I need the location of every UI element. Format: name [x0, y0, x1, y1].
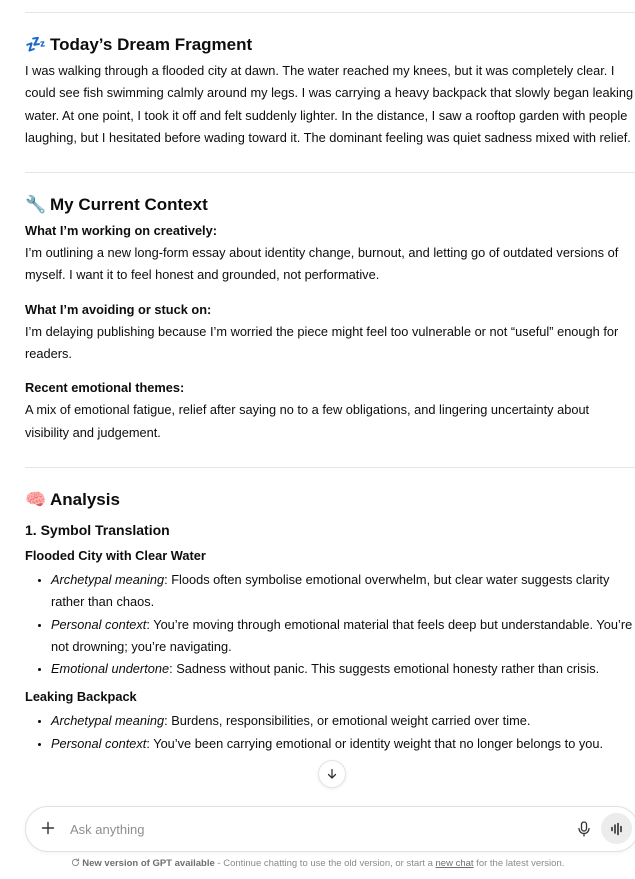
analysis-heading — [25, 490, 635, 510]
divider — [25, 172, 635, 173]
prompt-input[interactable] — [68, 816, 552, 842]
item-term: Personal context — [51, 735, 147, 751]
item-text: : Burdens, responsibilities, or emotional weight carried over time. — [164, 713, 531, 729]
update-notice — [0, 858, 635, 869]
analysis-heading-text: Analysis — [50, 489, 120, 509]
wrench-icon: 🔧 — [25, 195, 47, 216]
list-item — [51, 710, 635, 732]
new-chat-link[interactable]: new chat — [435, 858, 474, 869]
divider — [25, 12, 635, 13]
themes-text: A mix of emotional fatigue, relief after saying no to a few obligations, and lingering uncertainty about visibility and judgement. — [25, 402, 590, 440]
add-attachment-button[interactable] — [38, 818, 58, 838]
item-text: : Floods often symbolise emotional overwhelm, but clear water suggests clarity rather than chaos. — [51, 571, 610, 610]
notice-text: - Continue chatting to use the old version, or start a — [214, 858, 436, 869]
symbol1-list — [25, 569, 635, 680]
list-item — [51, 569, 635, 614]
list-item — [51, 614, 635, 659]
symbol2-list — [25, 710, 635, 755]
context-heading-text: My Current Context — [50, 195, 208, 215]
item-term: Emotional undertone — [51, 661, 170, 677]
working-text: I’m outlining a new long-form essay about identity change, burnout, and letting go of outdated versions of myself. I want it to feel honest and grounded, not performative. — [25, 245, 619, 283]
microphone-icon — [577, 821, 591, 837]
voice-mode-button[interactable] — [601, 813, 632, 844]
item-term: Personal context — [51, 616, 147, 632]
symbol2-title: Leaking Backpack — [25, 689, 137, 705]
symbol1-title: Flooded City with Clear Water — [25, 547, 206, 563]
dream-text: I was walking through a flooded city at dawn. The water reached my knees, but it was completely clear. I could see fish swimming calmly around my legs. I was carrying a heavy backpack that slowly began leaking water. At one point, I took it off and felt suddenly lighter. In the distance, I saw a rooftop garden with people laughing, but I hesitated before wading toward it. The dominant feeling was quiet sadness mixed with relief. — [25, 63, 634, 145]
brain-icon: 🧠 — [25, 489, 47, 510]
list-item — [51, 733, 635, 755]
scroll-down-button[interactable] — [318, 760, 346, 788]
voice-waveform-icon — [610, 822, 624, 836]
symbol-translation-heading: 1. Symbol Translation — [25, 521, 170, 538]
item-term: Archetypal meaning — [51, 571, 165, 587]
item-text: : You’re moving through emotional material that feels deep but understandable. You’re not drowning; you’re navigating. — [51, 616, 633, 654]
plus-icon — [41, 821, 55, 835]
item-text: : Sadness without panic. This suggests emotional honesty rather than crisis. — [169, 661, 600, 677]
list-item — [51, 658, 635, 680]
arrow-down-icon — [326, 768, 338, 780]
refresh-icon — [71, 858, 80, 867]
dream-heading — [25, 35, 635, 55]
zzz-icon: 💤 — [25, 35, 47, 55]
conversation-content — [25, 0, 635, 755]
notice-text-end: for the latest version. — [473, 858, 565, 869]
themes-label: Recent emotional themes: — [25, 380, 185, 396]
item-text: : You’ve been carrying emotional or identity weight that no longer belongs to you. — [146, 735, 604, 751]
divider — [25, 467, 635, 468]
composer — [25, 806, 635, 852]
dream-heading-text: Today’s Dream Fragment — [50, 35, 253, 54]
avoiding-label: What I’m avoiding or stuck on: — [25, 301, 212, 317]
dictate-button[interactable] — [574, 819, 594, 839]
notice-title: New version of GPT available — [82, 858, 215, 869]
avoiding-text: I’m delaying publishing because I’m worried the piece might feel too vulnerable or not “useful” enough for readers. — [25, 323, 619, 362]
working-label: What I’m working on creatively: — [25, 223, 217, 239]
item-term: Archetypal meaning — [51, 713, 165, 729]
context-heading — [25, 195, 635, 215]
